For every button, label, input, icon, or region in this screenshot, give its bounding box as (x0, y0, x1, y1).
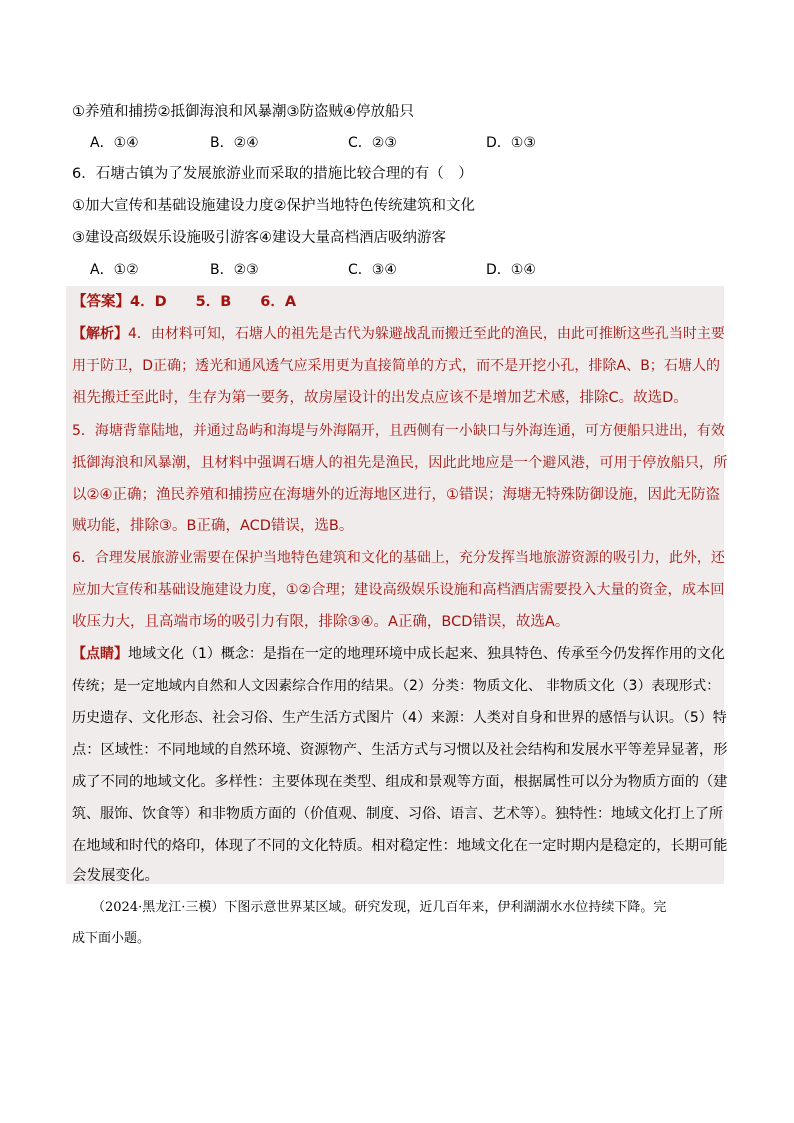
answer-tag: 【答案】 (72, 294, 130, 310)
analysis-p4-text1: 4．由材料可知，石塘人的祖先是古代为躲避战乱而搬迁至此的渔民，由此可推断这些孔当时主要 (128, 326, 725, 342)
analysis-p5-line2: 抵御海浪和风暴潮，且材料中强调石塘人的祖先是渔民，因此此地应是一个避风港，可用于停放船只，所 (72, 455, 728, 471)
q5-items: ①养殖和捕捞②抵御海浪和风暴潮③防盗贼④停放船只 (72, 104, 414, 120)
analysis-p5-line3: 以②④正确；渔民养殖和捕捞应在海塘外的近海地区进行，①错误；海塘无特殊防御设施，因此无防盗 (72, 487, 720, 503)
dianjing-line1 (72, 644, 725, 664)
analysis-p5-line1: 5．海塘背靠陆地，并通过岛屿和海堤与外海隔开，且西侧有一小缺口与外海连通，可方便船只进出，有效 (72, 423, 725, 439)
analysis-p6-line1: 6．合理发展旅游业需要在保护当地特色建筑和文化的基础上，充分发挥当地旅游资源的吸引力，此外，还 (72, 550, 725, 566)
dianjing-line3: 历史遗存、文化形态、社会习俗、生产生活方式图片（4）来源：人类对自身和世界的感悟与认识。（5）特 (72, 710, 727, 726)
next-question-intro-line2: 成下面小题。 (72, 931, 151, 946)
q6-option-a: A．①② (90, 262, 139, 278)
q5-option-d: D．①③ (486, 135, 536, 151)
q6-items-line2: ③建设高级娱乐设施吸引游客④建设大量高档酒店吸纳游客 (72, 230, 446, 246)
analysis-p4-line1 (72, 324, 725, 344)
analysis-tag: 【解析】 (72, 326, 128, 342)
q5-option-a: A．①④ (90, 135, 139, 151)
analysis-p6-line3: 收压力大，且高端市场的吸引力有限，排除③④。A正确，BCD错误，故选A。 (72, 614, 570, 630)
q6-option-c: C．③④ (348, 262, 397, 278)
q6-option-b: B．②③ (210, 262, 259, 278)
analysis-p4-line2: 用于防卫，D正确；透光和通风透气应采用更为直接简单的方式，而不是开挖小孔，排除A、B；石塘人的 (72, 358, 720, 374)
dianjing-line4: 点：区域性：不同地域的自然环境、资源物产、生活方式与习惯以及社会结构和发展水平等差异显著，形 (72, 742, 728, 758)
q5-option-b: B．②④ (210, 135, 259, 151)
dianjing-line2: 传统；是一定地域内自然和人文因素综合作用的结果。（2）分类：物质文化、 非物质文化（3）表现形式： (72, 678, 720, 694)
next-question-intro-line1: （2024·黑龙江·三模）下图示意世界某区域。研究发现，近几百年来，伊利湖湖水水位持续下降。完 (92, 900, 667, 915)
dianjing-line7: 在地域和时代的烙印，体现了不同的文化特质。相对稳定性：地域文化在一定时期内是稳定的，长期可能 (72, 838, 728, 854)
analysis-p4-line3: 祖先搬迁至此时，生存为第一要务，故房屋设计的出发点应该不是增加艺术感，排除C。故选D。 (72, 390, 688, 406)
dianjing-tag: 【点睛】 (72, 646, 128, 662)
q6-stem: 6．石塘古镇为了发展旅游业而采取的措施比较合理的有（ ） (72, 166, 473, 182)
answer-line (72, 292, 296, 312)
dianjing-text1: 地域文化（1）概念：是指在一定的地理环境中成长起来、独具特色、传承至今仍发挥作用的文化 (128, 646, 725, 662)
q6-items-line1: ①加大宣传和基础设施建设力度②保护当地特色传统建筑和文化 (72, 198, 475, 214)
analysis-p5-line4: 贼功能，排除③。B正确，ACD错误，选B。 (72, 518, 354, 534)
dianjing-line8: 会发展变化。 (72, 868, 159, 884)
q5-option-c: C．②③ (348, 135, 397, 151)
q6-option-d: D．①④ (486, 262, 536, 278)
answer-text: 4．D 5．B 6．A (130, 294, 297, 310)
dianjing-line5: 成了不同的地域文化。多样性：主要体现在类型、组成和景观等方面，根据属性可以分为物质方面的（建 (72, 774, 728, 790)
analysis-p6-line2: 应加大宣传和基础设施建设力度，①②合理；建设高级娱乐设施和高档酒店需要投入大量的资金，成本回 (72, 582, 725, 598)
dianjing-line6: 筑、服饰、饮食等）和非物质方面的（价值观、制度、习俗、语言、艺术等）。独特性：地域文化打上了所 (72, 806, 723, 822)
